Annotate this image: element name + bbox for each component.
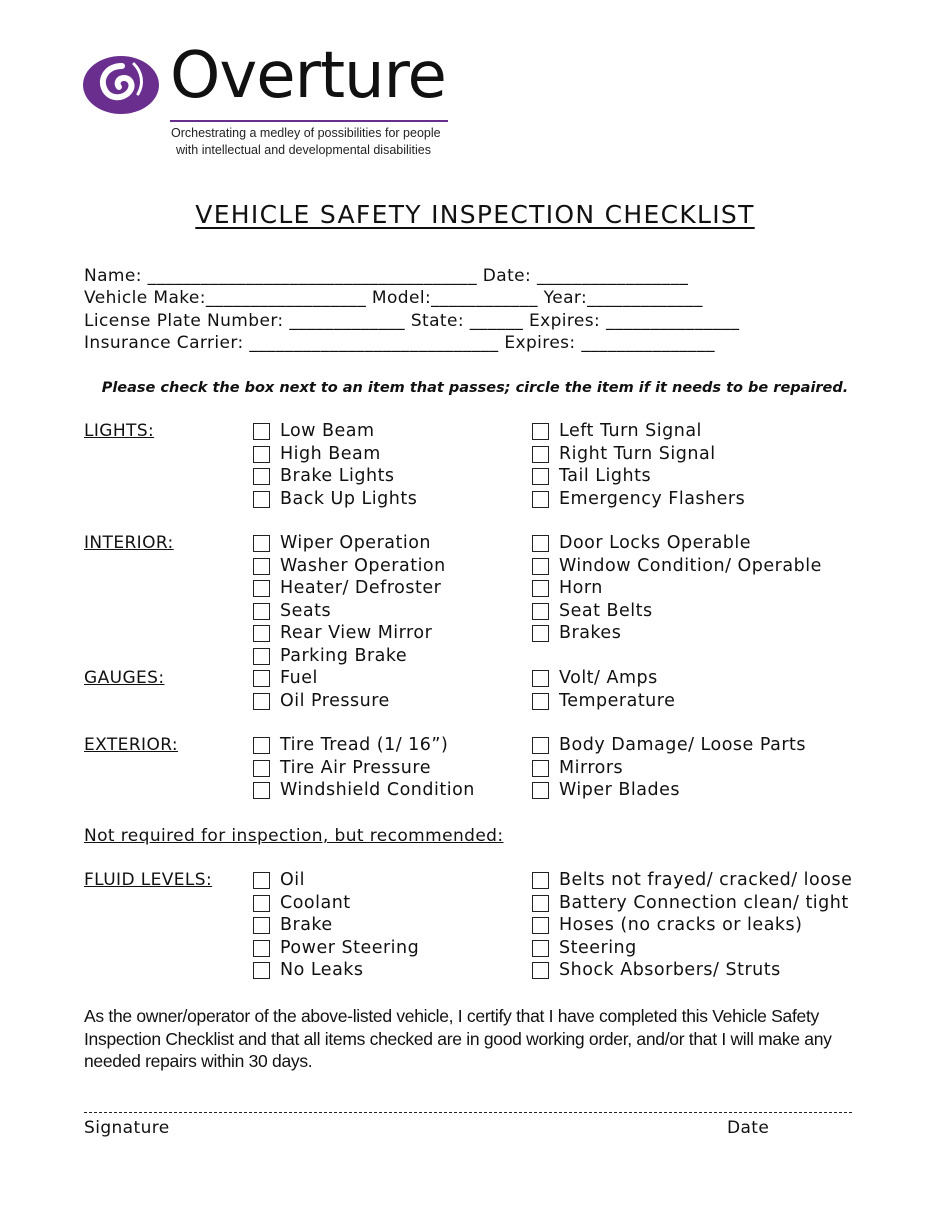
- checkbox[interactable]: [532, 603, 549, 620]
- section-label-fluid-levels: FLUID LEVELS:: [84, 870, 213, 890]
- checkbox[interactable]: [253, 962, 270, 979]
- checkbox[interactable]: [253, 468, 270, 485]
- checkbox[interactable]: [253, 558, 270, 575]
- checklist-item-label: Wiper Blades: [559, 780, 680, 800]
- checklist-item-label: Horn: [559, 578, 603, 598]
- checkbox[interactable]: [253, 872, 270, 889]
- checkbox[interactable]: [532, 446, 549, 463]
- checkbox[interactable]: [532, 693, 549, 710]
- checkbox[interactable]: [253, 535, 270, 552]
- checklist-item-label: Tire Tread (1/ 16”): [280, 735, 449, 755]
- checklist-item-label: Emergency Flashers: [559, 488, 746, 509]
- checklist-item-label: Body Damage/ Loose Parts: [559, 735, 807, 755]
- checklist-item-label: No Leaks: [280, 960, 364, 980]
- checkbox[interactable]: [253, 648, 270, 665]
- checklist-item-label: Brake: [280, 915, 333, 935]
- checklist-item-label: Temperature: [559, 690, 676, 711]
- checklist-item-label: Low Beam: [280, 421, 375, 441]
- date-label: Date: [727, 1118, 770, 1138]
- checklist-item-label: Wiper Operation: [280, 533, 432, 553]
- checklist-item-label: Battery Connection clean/ tight: [559, 892, 849, 913]
- checkbox[interactable]: [532, 940, 549, 957]
- checkbox[interactable]: [532, 468, 549, 485]
- checklist-item-label: Rear View Mirror: [280, 623, 433, 643]
- checklist-item-label: Windshield Condition: [280, 780, 475, 800]
- section-label-interior: INTERIOR:: [84, 533, 174, 553]
- checklist-item-label: Hoses (no cracks or leaks): [559, 915, 803, 935]
- checklist-item-label: High Beam: [280, 443, 381, 464]
- checklist-item-label: Brakes: [559, 623, 622, 643]
- checkbox[interactable]: [253, 580, 270, 597]
- checklist-item-label: Heater/ Defroster: [280, 578, 442, 598]
- checklist-item-label: Brake Lights: [280, 466, 395, 486]
- checklist-item-label: Mirrors: [559, 757, 624, 778]
- logo-tagline-line-1: Orchestrating a medley of possibilities for people: [171, 126, 441, 140]
- page-title: VEHICLE SAFETY INSPECTION CHECKLIST: [195, 200, 755, 229]
- checklist-item-label: Volt/ Amps: [559, 668, 658, 688]
- insurance-carrier-expires-field[interactable]: Insurance Carrier: ____________________________ Expires: _______________: [84, 333, 715, 353]
- checkbox[interactable]: [253, 693, 270, 710]
- checklist-item-label: Parking Brake: [280, 645, 408, 666]
- checkbox[interactable]: [532, 760, 549, 777]
- checklist-item-label: Belts not frayed/ cracked/ loose: [559, 870, 853, 890]
- checkbox[interactable]: [253, 917, 270, 934]
- checklist-item-label: Oil Pressure: [280, 690, 390, 711]
- logo-tagline-line-2: with intellectual and developmental disabilities: [176, 143, 432, 157]
- checkbox[interactable]: [253, 737, 270, 754]
- checkbox[interactable]: [253, 603, 270, 620]
- checklist-item-label: Door Locks Operable: [559, 533, 752, 553]
- checkbox[interactable]: [532, 895, 549, 912]
- signature-label: Signature: [84, 1118, 170, 1138]
- logo-wordmark: Overture: [170, 39, 446, 113]
- checklist-item-label: Seats: [280, 600, 332, 621]
- checklist-item-label: Left Turn Signal: [559, 421, 702, 441]
- checklist-item-label: Coolant: [280, 892, 351, 913]
- checklist-item-label: Power Steering: [280, 937, 420, 958]
- checklist-item-label: Steering: [559, 937, 637, 958]
- checkbox[interactable]: [532, 872, 549, 889]
- checkbox[interactable]: [532, 491, 549, 508]
- vehicle-make-model-year-field[interactable]: Vehicle Make:__________________ Model:____________ Year:_____________: [84, 288, 703, 308]
- checklist-item-label: Fuel: [280, 668, 318, 688]
- checklist-item-label: Oil: [280, 870, 305, 890]
- checklist-item-label: Right Turn Signal: [559, 443, 716, 464]
- checkbox[interactable]: [532, 962, 549, 979]
- certification-statement: As the owner/operator of the above-listed vehicle, I certify that I have completed this Vehicle Safety Inspection Checklist and that all items checked are in good working order, and/or that I will make any needed repairs within 30 days.: [84, 1006, 832, 1071]
- checkbox[interactable]: [532, 737, 549, 754]
- checklist-item-label: Washer Operation: [280, 555, 446, 576]
- signature-line[interactable]: [84, 1112, 852, 1113]
- checkbox[interactable]: [253, 670, 270, 687]
- checkbox[interactable]: [253, 446, 270, 463]
- checkbox[interactable]: [532, 782, 549, 799]
- checkbox[interactable]: [532, 423, 549, 440]
- license-plate-state-expires-field[interactable]: License Plate Number: _____________ State: ______ Expires: _______________: [84, 311, 740, 331]
- overture-logo: [82, 39, 462, 162]
- section-label-exterior: EXTERIOR:: [84, 735, 179, 755]
- checklist-item-label: Shock Absorbers/ Struts: [559, 960, 781, 980]
- overture-swirl-logo-icon: [82, 54, 162, 116]
- section-label-lights: LIGHTS:: [84, 421, 155, 441]
- checkbox[interactable]: [532, 558, 549, 575]
- checkbox[interactable]: [253, 760, 270, 777]
- checkbox[interactable]: [532, 917, 549, 934]
- checkbox[interactable]: [532, 625, 549, 642]
- checkbox[interactable]: [253, 782, 270, 799]
- checkbox[interactable]: [253, 940, 270, 957]
- checkbox[interactable]: [532, 580, 549, 597]
- checklist-item-label: Back Up Lights: [280, 488, 418, 509]
- checklist-item-label: Tail Lights: [559, 466, 652, 486]
- name-date-field[interactable]: Name: _____________________________________ Date: _________________: [84, 266, 689, 286]
- instructions-text: Please check the box next to an item that passes; circle the item if it needs to be repaired.: [101, 380, 849, 396]
- recommended-note: Not required for inspection, but recommended:: [84, 826, 504, 846]
- section-label-gauges: GAUGES:: [84, 668, 165, 688]
- logo-divider: [170, 120, 448, 122]
- checkbox[interactable]: [253, 625, 270, 642]
- checkbox[interactable]: [532, 535, 549, 552]
- checklist-item-label: Tire Air Pressure: [280, 757, 431, 778]
- checkbox[interactable]: [532, 670, 549, 687]
- checkbox[interactable]: [253, 491, 270, 508]
- checkbox[interactable]: [253, 423, 270, 440]
- checklist-item-label: Seat Belts: [559, 600, 653, 621]
- checklist-item-label: Window Condition/ Operable: [559, 555, 822, 576]
- checkbox[interactable]: [253, 895, 270, 912]
